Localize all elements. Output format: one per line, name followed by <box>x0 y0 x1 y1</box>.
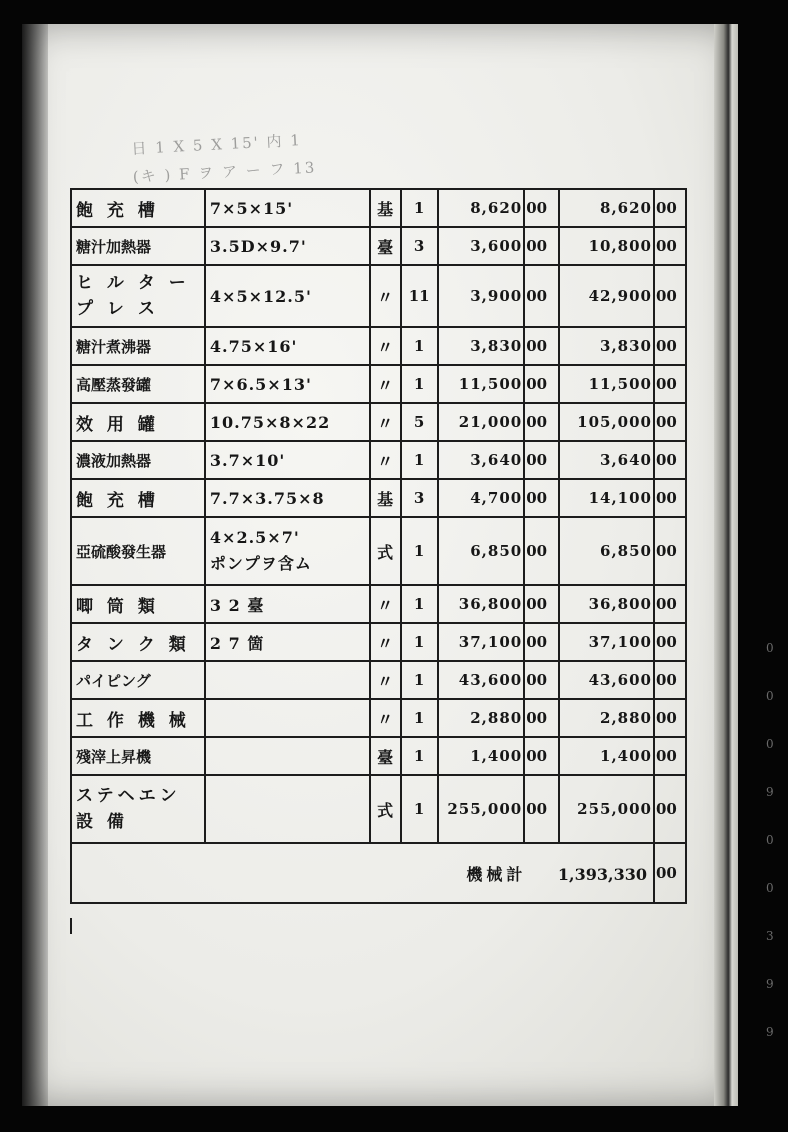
item-dimensions: 3.7×10' <box>205 441 370 479</box>
item-quantity: 1 <box>401 737 438 775</box>
item-dimensions: 10.75×8×22 <box>205 403 370 441</box>
item-name: パイピング <box>71 661 205 699</box>
unit-price: 37,100 <box>438 623 525 661</box>
item-dimensions: 7.7×3.75×8 <box>205 479 370 517</box>
line-total-sen: 00 <box>654 479 686 517</box>
item-unit: 〃 <box>370 441 401 479</box>
item-dimensions <box>205 737 370 775</box>
table-tail-rule <box>70 918 72 934</box>
item-name: 濃液加熱器 <box>71 441 205 479</box>
item-quantity: 1 <box>401 517 438 585</box>
item-name-line2: プ レ ス <box>76 299 159 319</box>
unit-price: 3,600 <box>438 227 525 265</box>
item-name-line1: ヒ ル タ ー <box>76 273 190 293</box>
unit-price: 2,880 <box>438 699 525 737</box>
item-dimensions: 2 7 箇 <box>205 623 370 661</box>
table-row <box>71 365 686 403</box>
item-unit: 臺 <box>370 737 401 775</box>
table-row <box>71 775 686 843</box>
table-row <box>71 441 686 479</box>
table-row <box>71 479 686 517</box>
margin-mark: 0 <box>766 689 774 703</box>
unit-price-sen: 00 <box>524 365 559 403</box>
margin-mark: 0 <box>766 881 774 895</box>
item-name: 殘滓上昇機 <box>71 737 205 775</box>
item-unit: 基 <box>370 189 401 227</box>
item-quantity: 11 <box>401 265 438 327</box>
margin-mark: 0 <box>766 833 774 847</box>
item-dimensions <box>205 661 370 699</box>
unit-price-sen: 00 <box>524 327 559 365</box>
unit-price: 8,620 <box>438 189 525 227</box>
margin-mark: 0 <box>766 641 774 655</box>
item-unit: 臺 <box>370 227 401 265</box>
unit-price-sen: 00 <box>524 737 559 775</box>
machinery-cost-table <box>70 188 687 904</box>
item-quantity: 1 <box>401 441 438 479</box>
table-row <box>71 189 686 227</box>
item-quantity: 5 <box>401 403 438 441</box>
margin-mark: 3 <box>766 929 774 943</box>
line-total: 10,800 <box>559 227 654 265</box>
item-unit: 〃 <box>370 699 401 737</box>
unit-price-sen: 00 <box>524 441 559 479</box>
margin-marks <box>766 624 788 1056</box>
unit-price: 43,600 <box>438 661 525 699</box>
unit-price: 3,900 <box>438 265 525 327</box>
item-unit: 〃 <box>370 403 401 441</box>
item-dimensions-line2: ポンプヲ含ム <box>209 554 312 573</box>
item-name <box>71 775 205 843</box>
table-row <box>71 403 686 441</box>
summary-row <box>71 843 686 903</box>
margin-mark: 0 <box>766 737 774 751</box>
unit-price-sen: 00 <box>524 623 559 661</box>
line-total: 255,000 <box>559 775 654 843</box>
table-row <box>71 265 686 327</box>
line-total-sen: 00 <box>654 189 686 227</box>
table-row <box>71 517 686 585</box>
line-total-sen: 00 <box>654 327 686 365</box>
table-row <box>71 661 686 699</box>
bleed-line: (キ ) F ヲ ア ー フ 13 <box>132 158 317 186</box>
item-name: 高壓蒸發罐 <box>71 365 205 403</box>
unit-price: 3,830 <box>438 327 525 365</box>
item-quantity: 1 <box>401 189 438 227</box>
item-quantity: 3 <box>401 479 438 517</box>
item-dimensions-line1: 4×2.5×7' <box>209 528 300 547</box>
item-quantity: 1 <box>401 327 438 365</box>
line-total-sen: 00 <box>654 623 686 661</box>
item-dimensions: 7×5×15' <box>205 189 370 227</box>
item-name: 工 作 機 械 <box>71 699 205 737</box>
item-dimensions: 3 2 臺 <box>205 585 370 623</box>
table-row <box>71 737 686 775</box>
unit-price-sen: 00 <box>524 479 559 517</box>
item-unit: 〃 <box>370 661 401 699</box>
line-total: 36,800 <box>559 585 654 623</box>
item-unit: 式 <box>370 775 401 843</box>
summary-total-sen: 00 <box>654 843 686 903</box>
bleed-through-text <box>131 113 554 195</box>
unit-price-sen: 00 <box>524 227 559 265</box>
line-total: 3,830 <box>559 327 654 365</box>
line-total-sen: 00 <box>654 441 686 479</box>
line-total-sen: 00 <box>654 403 686 441</box>
bleed-line: 日 1 X 5 X 15' 内 1 <box>130 131 303 159</box>
table-row <box>71 585 686 623</box>
line-total: 8,620 <box>559 189 654 227</box>
unit-price-sen: 00 <box>524 585 559 623</box>
item-quantity: 1 <box>401 699 438 737</box>
page-edge <box>714 24 738 1106</box>
unit-price: 36,800 <box>438 585 525 623</box>
unit-price-sen: 00 <box>524 661 559 699</box>
item-dimensions <box>205 775 370 843</box>
item-dimensions: 4.75×16' <box>205 327 370 365</box>
item-unit: 〃 <box>370 327 401 365</box>
line-total: 43,600 <box>559 661 654 699</box>
item-name: 糖汁加熱器 <box>71 227 205 265</box>
line-total: 11,500 <box>559 365 654 403</box>
line-total: 37,100 <box>559 623 654 661</box>
summary-label: 機械計 <box>466 864 527 884</box>
line-total-sen: 00 <box>654 227 686 265</box>
unit-price-sen: 00 <box>524 517 559 585</box>
unit-price: 4,700 <box>438 479 525 517</box>
item-quantity: 1 <box>401 661 438 699</box>
unit-price-sen: 00 <box>524 265 559 327</box>
item-unit: 〃 <box>370 265 401 327</box>
item-name-line2: 設 備 <box>76 812 128 832</box>
item-name: 飽 充 槽 <box>71 189 205 227</box>
item-name: 糖汁煮沸器 <box>71 327 205 365</box>
item-name: 唧 筒 類 <box>71 585 205 623</box>
line-total: 105,000 <box>559 403 654 441</box>
unit-price-sen: 00 <box>524 699 559 737</box>
item-dimensions: 7×6.5×13' <box>205 365 370 403</box>
unit-price: 1,400 <box>438 737 525 775</box>
line-total: 3,640 <box>559 441 654 479</box>
item-dimensions: 3.5D×9.7' <box>205 227 370 265</box>
unit-price: 6,850 <box>438 517 525 585</box>
item-name: 亞硫酸發生器 <box>71 517 205 585</box>
item-unit: 式 <box>370 517 401 585</box>
line-total-sen: 00 <box>654 365 686 403</box>
unit-price: 255,000 <box>438 775 525 843</box>
margin-mark: 9 <box>766 1025 774 1039</box>
item-quantity: 1 <box>401 365 438 403</box>
item-dimensions <box>205 517 370 585</box>
unit-price-sen: 00 <box>524 775 559 843</box>
summary-cell <box>71 843 654 903</box>
item-dimensions: 4×5×12.5' <box>205 265 370 327</box>
item-unit: 〃 <box>370 585 401 623</box>
table-row <box>71 623 686 661</box>
unit-price: 21,000 <box>438 403 525 441</box>
item-unit: 〃 <box>370 365 401 403</box>
line-total-sen: 00 <box>654 775 686 843</box>
line-total: 2,880 <box>559 699 654 737</box>
item-name <box>71 265 205 327</box>
unit-price: 11,500 <box>438 365 525 403</box>
table-row <box>71 327 686 365</box>
item-quantity: 3 <box>401 227 438 265</box>
line-total-sen: 00 <box>654 585 686 623</box>
summary-total: 1,393,330 <box>557 864 647 884</box>
line-total: 14,100 <box>559 479 654 517</box>
line-total: 6,850 <box>559 517 654 585</box>
item-quantity: 1 <box>401 623 438 661</box>
table-row <box>71 699 686 737</box>
item-name: 飽 充 槽 <box>71 479 205 517</box>
line-total: 42,900 <box>559 265 654 327</box>
item-quantity: 1 <box>401 585 438 623</box>
item-quantity: 1 <box>401 775 438 843</box>
table-row <box>71 227 686 265</box>
item-name: タ ン ク 類 <box>71 623 205 661</box>
line-total-sen: 00 <box>654 699 686 737</box>
item-name-line1: ステヘエン <box>76 786 181 806</box>
unit-price-sen: 00 <box>524 403 559 441</box>
line-total-sen: 00 <box>654 737 686 775</box>
line-total-sen: 00 <box>654 517 686 585</box>
item-unit: 〃 <box>370 623 401 661</box>
margin-mark: 9 <box>766 785 774 799</box>
item-dimensions <box>205 699 370 737</box>
margin-mark: 9 <box>766 977 774 991</box>
line-total-sen: 00 <box>654 661 686 699</box>
unit-price: 3,640 <box>438 441 525 479</box>
line-total: 1,400 <box>559 737 654 775</box>
binding-shadow <box>22 24 48 1106</box>
item-unit: 基 <box>370 479 401 517</box>
unit-price-sen: 00 <box>524 189 559 227</box>
item-name: 效 用 罐 <box>71 403 205 441</box>
line-total-sen: 00 <box>654 265 686 327</box>
